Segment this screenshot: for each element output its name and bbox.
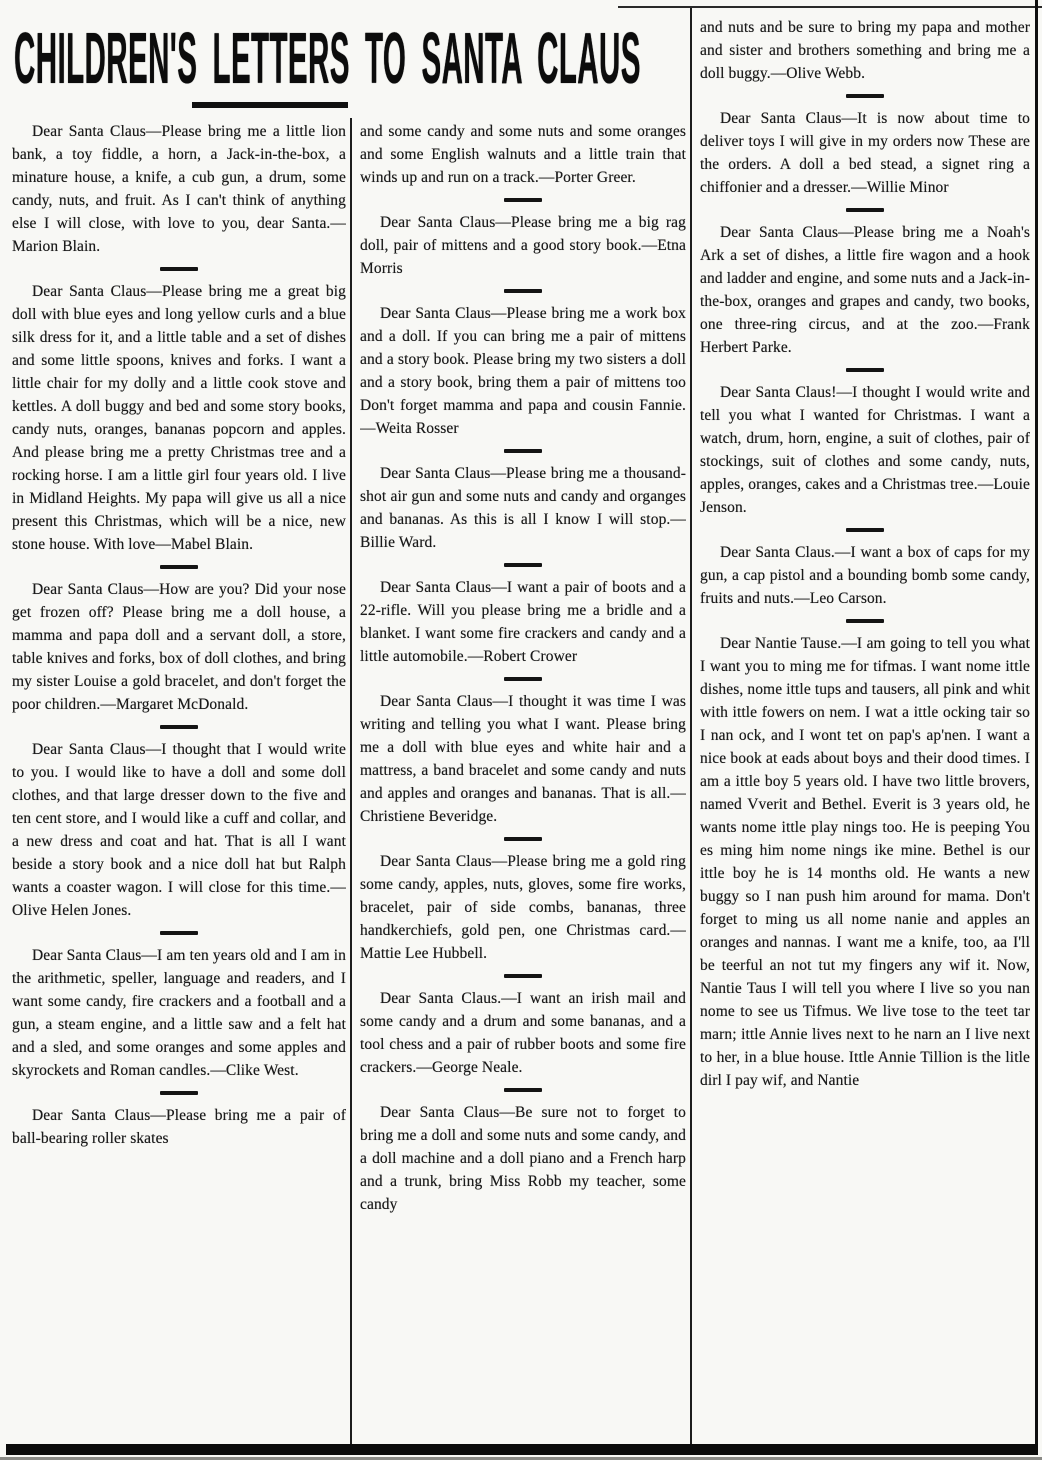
letter-etna-morris: Dear Santa Claus—Please bring me a big rag doll, pair of mittens and a good story book.—Etna Morris (360, 214, 686, 277)
letter-mattie-lee-hubbell: Dear Santa Claus—Please bring me a gold ring some candy, apples, nuts, gloves, some fire works, bracelet, pair of side combs, bananas, three handkerchiefs, gold pen, one Christmas card.—Mattie Lee Hubbell. (360, 853, 686, 962)
letter-divider (504, 974, 542, 978)
right-edge-rule (1035, 0, 1038, 1444)
page-title: CHILDREN'S LETTERS TO SANTA CLAUS (14, 19, 641, 99)
letter-olive-webb-start: Dear Santa Claus—Be sure not to forget to bring me a doll and some nuts and some candy, and a doll machine and a doll piano and a French harp and a trunk, bring Miss Robb my teacher, some candy (360, 1104, 686, 1213)
letter-frank-herbert-parke: Dear Santa Claus—Please bring me a Noah's Ark a set of dishes, a little fire wagon and a hook and ladder and engine, and some nuts and a Jack-in-the-box, oranges and grapes and candy, two books, one three-ring circus, and at the zoo.—Frank Herbert Parke. (700, 224, 1030, 356)
letter-leo-carson: Dear Santa Claus.—I want a box of caps for my gun, a cap pistol and a bounding bomb some candy, fruits and nuts.—Leo Carson. (700, 544, 1030, 607)
letter-porter-greer-end: and some candy and some nuts and some oranges and some English walnuts and a little train that winds up and run on a track.—Porter Greer. (360, 123, 686, 186)
letter-divider (160, 931, 198, 935)
letter-divider (504, 837, 542, 841)
letter-marion-blain: Dear Santa Claus—Please bring me a little lion bank, a toy fiddle, a horn, a Jack-in-the-box, a minature house, a knife, a cub gun, a drum, some candy, nuts, and fruit. As I can't think of anything else I will close, with love to you, dear Santa.—Marion Blain. (12, 123, 346, 255)
letter-divider (504, 1088, 542, 1092)
letter-billie-ward: Dear Santa Claus—Please bring me a thousand-shot air gun and some nuts and candy and organges and bananas. As this is all I know I will stop.—Billie Ward. (360, 465, 686, 551)
column-3 (700, 16, 1030, 1442)
letter-divider (846, 619, 884, 623)
column-1 (12, 120, 346, 1442)
letter-mabel-blain: Dear Santa Claus—Please bring me a great big doll with blue eyes and long yellow curls and a blue silk dress for it, and a little table and a set of dishes and some little spoons, knives and forks. I want a little chair for my dolly and a little cook stove and kettles. A doll buggy and bed and some story books, candy nuts, oranges, bananas popcorn and apples. And please bring me a pretty Christmas tree and a rocking horse. I am a little girl four years old. I live in Midland Heights. My papa will give us all a nice present this Christmas, which will be a nice, new stone house. With love—Mabel Blain. (12, 283, 346, 553)
letter-clike-west: Dear Santa Claus—I am ten years old and I am in the arithmetic, speller, language and readers, and I want some candy, fire crackers and a football and a gun, a steam engine, and a little saw and a felt hat and a sled, and some oranges and some apples and skyrockets and Roman candles.—Clike West. (12, 947, 346, 1079)
column-rule-2 (690, 8, 692, 1444)
letter-divider (846, 94, 884, 98)
masthead (14, 19, 679, 102)
letter-divider (504, 449, 542, 453)
letter-divider (504, 198, 542, 202)
headline-underline-rule (192, 102, 348, 108)
letter-divider (160, 725, 198, 729)
letter-louie-jenson: Dear Santa Claus!—I thought I would write and tell you what I wanted for Christmas. I want a watch, drum, horn, engine, a suit of clothes, pair of stockings, suit of clothes and some candy, nuts, apples, oranges, cakes and a Christmas tree.—Louie Jenson. (700, 384, 1030, 516)
letter-divider (846, 528, 884, 532)
letter-margaret-mcdonald: Dear Santa Claus—How are you? Did your nose get frozen off? Please bring me a doll house, a mamma and papa doll and a servant doll, a store, table knives and forks, box of doll clothes, and bring my sister Louise a gold bracelet, and don't forget the poor children.—Margaret McDonald. (12, 581, 346, 713)
letter-robert-crower: Dear Santa Claus—I want a pair of boots and a 22-rifle. Will you please bring me a bridle and a blanket. I want some fire crackers and candy and a little automobile.—Robert Crower (360, 579, 686, 665)
letter-porter-greer-start: Dear Santa Claus—Please bring me a pair of ball-bearing roller skates (12, 1107, 346, 1147)
bottom-rule (6, 1444, 1038, 1455)
letter-divider (504, 289, 542, 293)
letter-divider (846, 368, 884, 372)
letter-divider (160, 267, 198, 271)
letter-olive-webb-end: and nuts and be sure to bring my papa and mother and sister and brothers something and bring me a doll buggy.—Olive Webb. (700, 19, 1030, 82)
letter-divider (504, 677, 542, 681)
letter-willie-minor: Dear Santa Claus—It is now about time to deliver toys I will give in my orders now These are the orders. A doll a bed stead, a signet ring a chiffonier and a dresser.—Willie Minor (700, 110, 1030, 196)
column-2 (360, 120, 686, 1442)
letter-george-neale: Dear Santa Claus.—I want an irish mail and some candy and a drum and some bananas, and a tool chess and a pair of rubber boots and some fire crackers.—George Neale. (360, 990, 686, 1076)
letter-olive-helen-jones: Dear Santa Claus—I thought that I would write to you. I would like to have a doll and some doll clothes, and that large dresser down to the five and ten cent store, and I would like a cuff and collar, and a new dress and coat and hat. That is all I want beside a story book and a nice doll hat but Ralph wants a coaster wagon. I will close for this time.—Olive Helen Jones. (12, 741, 346, 919)
letter-divider (504, 563, 542, 567)
letter-divider (846, 208, 884, 212)
letter-christiene-beveridge: Dear Santa Claus—I thought it was time I was writing and telling you what I want. Please bring me a doll with blue eyes and white hair and a mattress, a band bracelet and some candy and nuts and apples and oranges and bananas. That is all.—Christiene Beveridge. (360, 693, 686, 825)
column-rule-1 (350, 118, 352, 1444)
letter-nantie-tause: Dear Nantie Tause.—I am going to tell you what I want you to ming me for tifmas. I want nome ittle dishes, nome ittle tups and tausers, all pink and whit with ittle fowers on nem. I wat a ittle ocking tair so I nan ock, and I wont tet on pap's ap'nen. I want a nice book at eads about boys and their dood times. I am a ittle boy 5 years old. I have two little brovers, named Vverit and Bethel. Everit is 3 years old, he wants nome ittle play nings too. He is peeping You es ming him nome nings ike mine. Bethel is our ittle boy he is 14 months old. He wants a new buggy so I nan push him around for mama. Don't forget to ming us all nome nanie and apples an oranges and nannas. I want me a knife, too, aa I'll be teerful an not tut my fingers any wif it. Now, Nantie Taus I will tell you where I live so you nan nome to see us Tifmus. We live tose to the teet tar marn; ittle Annie lives next to he narn an I live next to her, in a blue house. Ittle Annie Tillion is the litle dirl I pay wif, and Nantie (700, 635, 1030, 1089)
letter-weita-rosser: Dear Santa Claus—Please bring me a work box and a doll. If you can bring me a pair of mittens and a story book. Please bring my two sisters a doll and a story book, bring them a pair of mittens too Don't forget mamma and papa and cousin Fannie.—Weita Rosser (360, 305, 686, 437)
top-edge-rule (618, 6, 1042, 8)
letter-divider (160, 565, 198, 569)
letter-divider (160, 1091, 198, 1095)
